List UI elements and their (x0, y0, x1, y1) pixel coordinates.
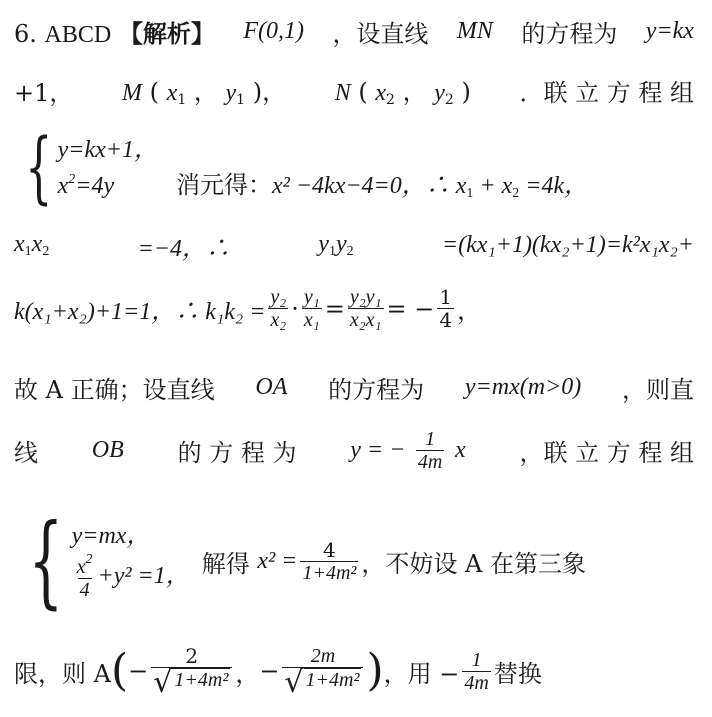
line-5: k(x₁+x₂)+1=1，∴ k₁k₂ = $\frac{\text{y₂}}{\text{x₂}}$ · $\frac{\text{y₁}}{\text{x₁}}$ = $\frac{\text{y₂y₁}}{\text{x₂x₁}}$ = − $\frac{1}{4}$ ， (14, 285, 482, 332)
text: ，设直线 (332, 20, 429, 48)
line-ob: OB (91, 437, 124, 463)
text: 的方程为 (521, 20, 618, 48)
solution: 解得 x² = $\frac{4}{\text{1+4m²}}$ ，不妨设 A 在第三象 (201, 537, 586, 584)
y-product: $y_1y_2$ (318, 231, 354, 259)
line-7 (14, 428, 694, 473)
equation: k(x₁+x₂)+1=1，∴ k₁k₂ = (14, 299, 266, 325)
question-number: 6. (14, 20, 37, 48)
fraction: 2 √ 1+4m² (151, 645, 232, 698)
text: 限，则 A (14, 659, 111, 688)
line-2 (14, 72, 694, 108)
line-4 (14, 228, 694, 263)
fraction: $\frac{\text{y₂y₁}}{\text{x₂x₁}}$ (349, 286, 382, 331)
fraction: $\frac{\text{y₁}}{\text{x₁}}$ (303, 286, 320, 331)
equation: y=kx (645, 18, 694, 44)
text: 线 (14, 439, 38, 467)
text: ，联 立 方 程 组 (519, 439, 694, 467)
ob-equation: y = − $\frac{1}{4m}$ x (350, 428, 466, 473)
line-8 (14, 502, 694, 619)
answer-choices: ABCD (44, 22, 112, 48)
equation-system: y=kx+1， $x^2=4y$ (57, 137, 158, 199)
minus: − (128, 657, 149, 685)
point-m: M ( $x_1$ ， $y_1$ )， (122, 78, 287, 108)
paren: ) (366, 645, 384, 696)
line-3 (14, 123, 694, 213)
line-oa: OA (255, 374, 288, 400)
fraction: $\frac{1}{4m}$ (464, 648, 489, 694)
product: $x_1x_2$ (14, 231, 50, 259)
line-1 (14, 14, 694, 49)
left-brace: { (25, 123, 53, 213)
analysis-label: 【解析】 (118, 19, 215, 48)
question-header (14, 14, 215, 49)
text: ，用 − (383, 659, 460, 688)
equation: =(kx₁+1)(kx₂+1)=k²x₁x₂+ (441, 232, 694, 258)
text: 的 方 程 为 (177, 439, 297, 467)
paren: ( (110, 645, 129, 696)
text: ，则直 (622, 376, 694, 404)
fraction: $\frac{1}{4}$ (439, 285, 453, 332)
line-mn: MN (456, 18, 493, 44)
line-9 (14, 636, 694, 706)
text: 故 A 正确；设直线 (14, 376, 215, 404)
line-6 (14, 370, 694, 405)
equation: =−4，∴ (137, 236, 230, 262)
point-n: N ( $x_2$ ， $y_2$ ) (334, 78, 471, 108)
equation-system: y=mx， $\frac{x^2}{4}$ +y² =1， (71, 522, 190, 602)
text: 的方程为 (328, 376, 425, 404)
focus-point: F(0,1) (243, 18, 304, 44)
minus: − (259, 657, 280, 685)
text: ．联 立 方 程 组 (519, 78, 694, 107)
fraction: 2m √ 1+4m² (282, 645, 363, 698)
elimination: 消元得：x² −4kx−4=0，∴ $x_1 + x_2 =4k$， (176, 170, 589, 201)
equation: y=mx(m>0) (464, 374, 582, 400)
comma: ， (235, 659, 260, 688)
equation: = − (386, 294, 435, 323)
text: 替换 (493, 659, 542, 688)
fraction: $\frac{\text{y₂}}{\text{x₂}}$ (270, 286, 287, 331)
equation: +1， (14, 78, 74, 107)
left-brace: { (28, 502, 64, 619)
